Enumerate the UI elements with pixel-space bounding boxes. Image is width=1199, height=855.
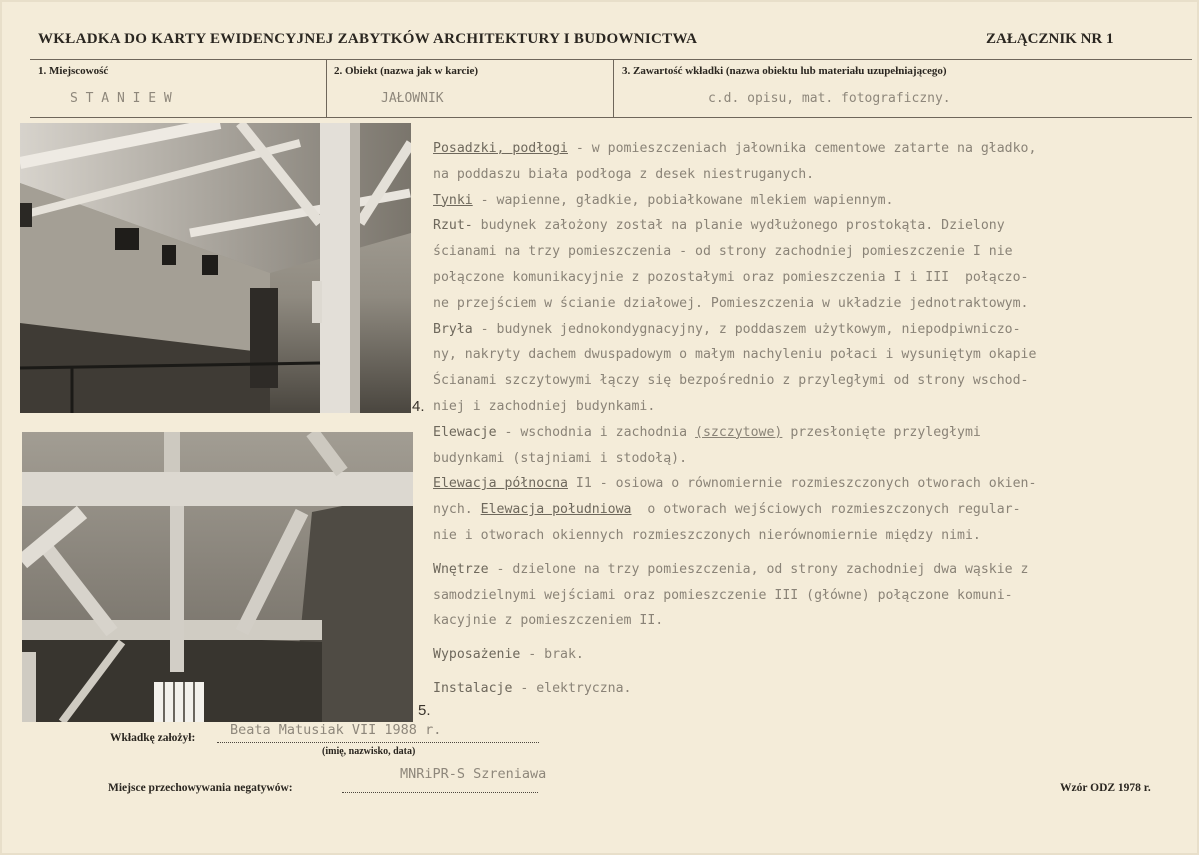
object-value: JAŁOWNIK	[381, 91, 444, 106]
desc-heading-north-elevation: Elewacja północna	[433, 476, 568, 492]
desc-line	[433, 642, 1193, 668]
desc-heading-mass: Bryła	[433, 321, 473, 337]
desc-line: połączone komunikacyjnie z pozostałymi oraz pomieszczenia I i III połączo-	[433, 269, 1029, 285]
photo-number-5: 5.	[418, 702, 431, 719]
desc-heading-floors: Posadzki, podłogi	[433, 141, 568, 156]
locality-value: S T A N I E W	[70, 91, 172, 106]
content-value: c.d. opisu, mat. fotograficzny.	[708, 91, 951, 106]
desc-text-underlined: (szczytowe)	[695, 424, 783, 440]
desc-heading-south-elevation: Elewacja południowa	[480, 502, 632, 518]
desc-heading-plaster: Tynki	[433, 192, 473, 208]
storage-label: Miejsce przechowywania negatywów:	[108, 782, 293, 794]
desc-heading-interior: Wnętrze	[433, 561, 489, 577]
desc-text: - wschodnia i zachodnia	[496, 424, 696, 440]
locality-label: 1. Miejscowość	[38, 65, 109, 77]
desc-line	[433, 136, 1193, 162]
desc-text: przesłonięte przyległymi	[782, 424, 981, 440]
desc-heading-elevations: Elewacje	[433, 424, 497, 440]
desc-heading-equipment: Wyposażenie	[433, 647, 521, 663]
photo-number-4: 4.	[412, 398, 425, 415]
desc-line: ne przejściem w ścianie działowej. Pomieszczenia w układzie jednotraktowym.	[433, 295, 1029, 311]
desc-line	[433, 557, 1193, 583]
annex-number: ZAŁĄCZNIK NR 1	[986, 31, 1114, 47]
description-text	[433, 136, 1193, 702]
desc-text: - wapienne, gładkie, pobiałkowane mlekiem wapiennym.	[472, 192, 894, 208]
desc-text: I1 - osiowa o równomiernie rozmieszczonych otworach okien-	[567, 476, 1037, 492]
desc-line: niej i zachodniej budynkami.	[433, 398, 656, 414]
header-divider-2	[613, 59, 614, 117]
desc-text: o otworach wejściowych rozmieszczonych regular-	[631, 502, 1021, 518]
storage-value: MNRiPR-S Szreniawa	[400, 766, 547, 782]
desc-text: nych.	[433, 502, 481, 518]
desc-text: - elektryczna.	[512, 680, 632, 696]
desc-text: - dzielone na trzy pomieszczenia, od strony zachodniej dwa wąskie z	[488, 561, 1029, 577]
object-label: 2. Obiekt (nazwa jak w karcie)	[334, 65, 479, 77]
desc-text: - budynek jednokondygnacyjny, z poddaszem użytkowym, niepodpiwniczo-	[472, 321, 1021, 337]
desc-line	[433, 497, 1193, 523]
desc-line	[433, 188, 1193, 214]
header-rule-top	[30, 59, 1192, 60]
desc-line	[433, 213, 1193, 239]
header-rule-bottom	[30, 117, 1192, 118]
desc-heading-plan: Rzut-	[433, 218, 473, 234]
card-title: WKŁADKA DO KARTY EWIDENCYJNEJ ZABYTKÓW ARCHITEKTURY I BUDOWNICTWA	[38, 31, 698, 47]
photo-interior-walls	[20, 123, 411, 413]
desc-text: - w pomieszczeniach jałownika cementowe zatarte na gładko,	[567, 141, 1037, 156]
desc-line: na poddaszu biała podłoga z desek niestruganych.	[433, 166, 815, 182]
filed-by-line	[217, 742, 539, 743]
desc-line: ny, nakryty dachem dwuspadowym o małym nachyleniu połaci i wysuniętym okapie	[433, 347, 1037, 363]
desc-line: budynkami (stajniami i stodołą).	[433, 450, 688, 466]
desc-text: budynek założony został na planie wydłużonego prostokąta. Dzielony	[472, 218, 1005, 234]
photo-interior-walls-image	[20, 123, 411, 413]
content-label: 3. Zawartość wkładki (nazwa obiektu lub materiału uzupełniającego)	[622, 65, 947, 77]
photo-ceiling-beams	[22, 432, 413, 722]
header-divider-1	[326, 59, 327, 117]
desc-line: Ścianami szczytowymi łączy się bezpośrednio z przyległymi od strony wschod-	[433, 373, 1029, 389]
desc-line: ścianami na trzy pomieszczenia - od strony zachodniej pomieszczenie I nie	[433, 244, 1013, 260]
storage-line	[342, 792, 538, 793]
filed-by-value: Beata Matusiak VII 1988 r.	[230, 722, 442, 738]
desc-line: kacyjnie z pomieszczeniem II.	[433, 613, 664, 629]
photo-ceiling-beams-image	[22, 432, 413, 722]
desc-line	[433, 420, 1193, 446]
desc-heading-installations: Instalacje	[433, 680, 513, 696]
filed-by-label: Wkładkę założył:	[110, 732, 196, 744]
form-reference: Wzór ODZ 1978 r.	[1060, 782, 1151, 794]
desc-line	[433, 317, 1193, 343]
desc-line	[433, 676, 1193, 702]
filed-by-caption: (imię, nazwisko, data)	[322, 746, 416, 757]
desc-line: nie i otworach okiennych rozmieszczonych nierównomiernie między nimi.	[433, 527, 981, 543]
desc-line	[433, 471, 1193, 497]
desc-line: samodzielnymi wejściami oraz pomieszczenie III (główne) połączone komuni-	[433, 587, 1013, 603]
desc-text: - brak.	[520, 647, 584, 663]
